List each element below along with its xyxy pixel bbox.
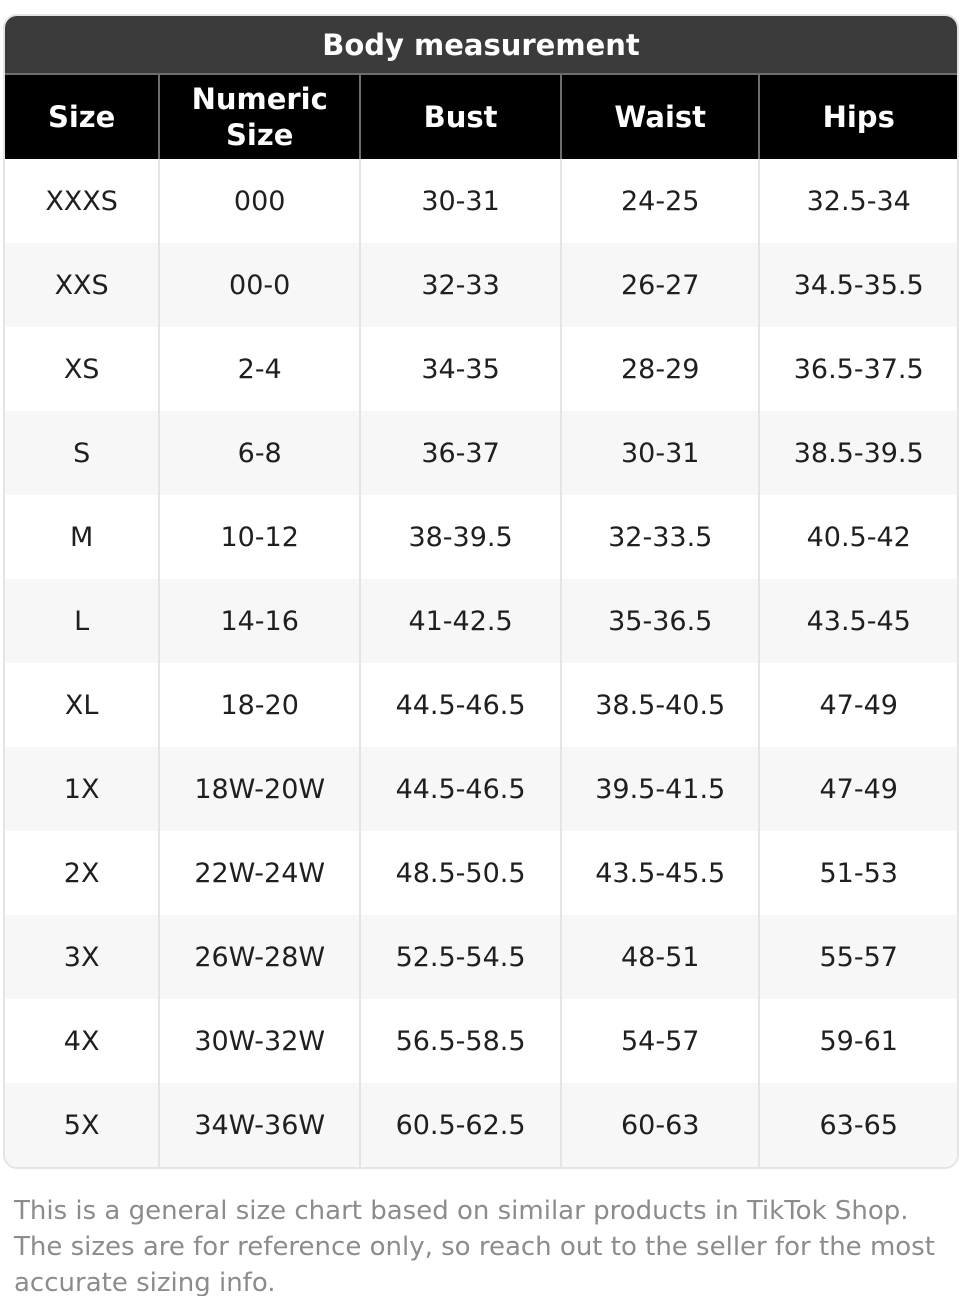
table-row [5, 327, 957, 411]
table-cell: 48.5-50.5 [359, 831, 560, 915]
table-cell: 5X [63, 1109, 100, 1141]
table-cell: 63-65 [758, 1083, 956, 1167]
table-cell: 26-27 [560, 243, 758, 327]
table-cell: 2X [63, 857, 100, 889]
table-cell: 44.5-46.5 [359, 663, 560, 747]
table-body [5, 159, 957, 1167]
table-cell: 44.5-46.5 [359, 747, 560, 831]
table-cell: 18-20 [158, 663, 359, 747]
table-cell: 47-49 [758, 663, 956, 747]
table-cell: 4X [63, 1025, 100, 1057]
table-row [5, 915, 957, 999]
table-title: Body measurement [5, 16, 957, 73]
table-cell: 34.5-35.5 [758, 243, 956, 327]
table-cell: 47-49 [758, 747, 956, 831]
table-cell: 38-39.5 [359, 495, 560, 579]
table-cell: 41-42.5 [359, 579, 560, 663]
table-cell: 24-25 [560, 159, 758, 243]
table-row [5, 411, 957, 495]
table-cell: 51-53 [758, 831, 956, 915]
column-header-hips: Hips [758, 75, 956, 159]
table-cell: M [69, 521, 94, 553]
table-cell: 32-33 [359, 243, 560, 327]
table-cell: 40.5-42 [758, 495, 956, 579]
table-cell: 32-33.5 [560, 495, 758, 579]
table-cell: 48-51 [560, 915, 758, 999]
table-cell: 35-36.5 [560, 579, 758, 663]
table-cell: 30-31 [359, 159, 560, 243]
table-cell: 00-0 [158, 243, 359, 327]
table-cell: 10-12 [158, 495, 359, 579]
table-cell: 1X [63, 773, 100, 805]
table-cell: 43.5-45 [758, 579, 956, 663]
table-cell: 28-29 [560, 327, 758, 411]
table-cell: 3X [63, 941, 100, 973]
table-row [5, 579, 957, 663]
table-cell: 26W-28W [158, 915, 359, 999]
table-cell: 55-57 [758, 915, 956, 999]
table-cell: L [74, 605, 90, 637]
table-cell: 36-37 [359, 411, 560, 495]
table-row [5, 831, 957, 915]
table-cell: 6-8 [158, 411, 359, 495]
table-row [5, 495, 957, 579]
table-cell: 32.5-34 [758, 159, 956, 243]
column-header-bust: Bust [359, 75, 560, 159]
column-header-waist: Waist [560, 75, 758, 159]
table-cell: 2-4 [158, 327, 359, 411]
table-cell: 18W-20W [158, 747, 359, 831]
table-cell: 34W-36W [158, 1083, 359, 1167]
table-cell: 43.5-45.5 [560, 831, 758, 915]
table-cell: S [73, 437, 91, 469]
table-row [5, 999, 957, 1083]
table-cell: 38.5-40.5 [560, 663, 758, 747]
table-cell: 38.5-39.5 [758, 411, 956, 495]
table-cell: XL [64, 689, 99, 721]
table-cell: XS [63, 353, 100, 385]
column-header-numeric-size: Numeric Size [158, 75, 359, 159]
table-cell: 56.5-58.5 [359, 999, 560, 1083]
size-chart-note: This is a general size chart based on similar products in TikTok Shop. The sizes are for reference only, so reach out to the seller for the most accurate sizing info. [14, 1196, 935, 1296]
table-row [5, 1083, 957, 1167]
table-cell: 36.5-37.5 [758, 327, 956, 411]
table-row [5, 243, 957, 327]
table-cell: 60.5-62.5 [359, 1083, 560, 1167]
table-cell: XXS [54, 269, 109, 301]
table-cell: 14-16 [158, 579, 359, 663]
table-cell: 30W-32W [158, 999, 359, 1083]
table-cell: 54-57 [560, 999, 758, 1083]
table-row [5, 663, 957, 747]
table-cell: 39.5-41.5 [560, 747, 758, 831]
table-cell: 000 [158, 159, 359, 243]
column-header-size: Size [47, 99, 116, 134]
table-cell: XXXS [45, 185, 118, 217]
table-row [5, 159, 957, 243]
table-row [5, 747, 957, 831]
table-cell: 52.5-54.5 [359, 915, 560, 999]
table-header-row [5, 73, 957, 159]
table-cell: 60-63 [560, 1083, 758, 1167]
table-cell: 34-35 [359, 327, 560, 411]
table-cell: 59-61 [758, 999, 956, 1083]
size-chart-card [3, 14, 959, 1169]
table-cell: 22W-24W [158, 831, 359, 915]
table-cell: 30-31 [560, 411, 758, 495]
